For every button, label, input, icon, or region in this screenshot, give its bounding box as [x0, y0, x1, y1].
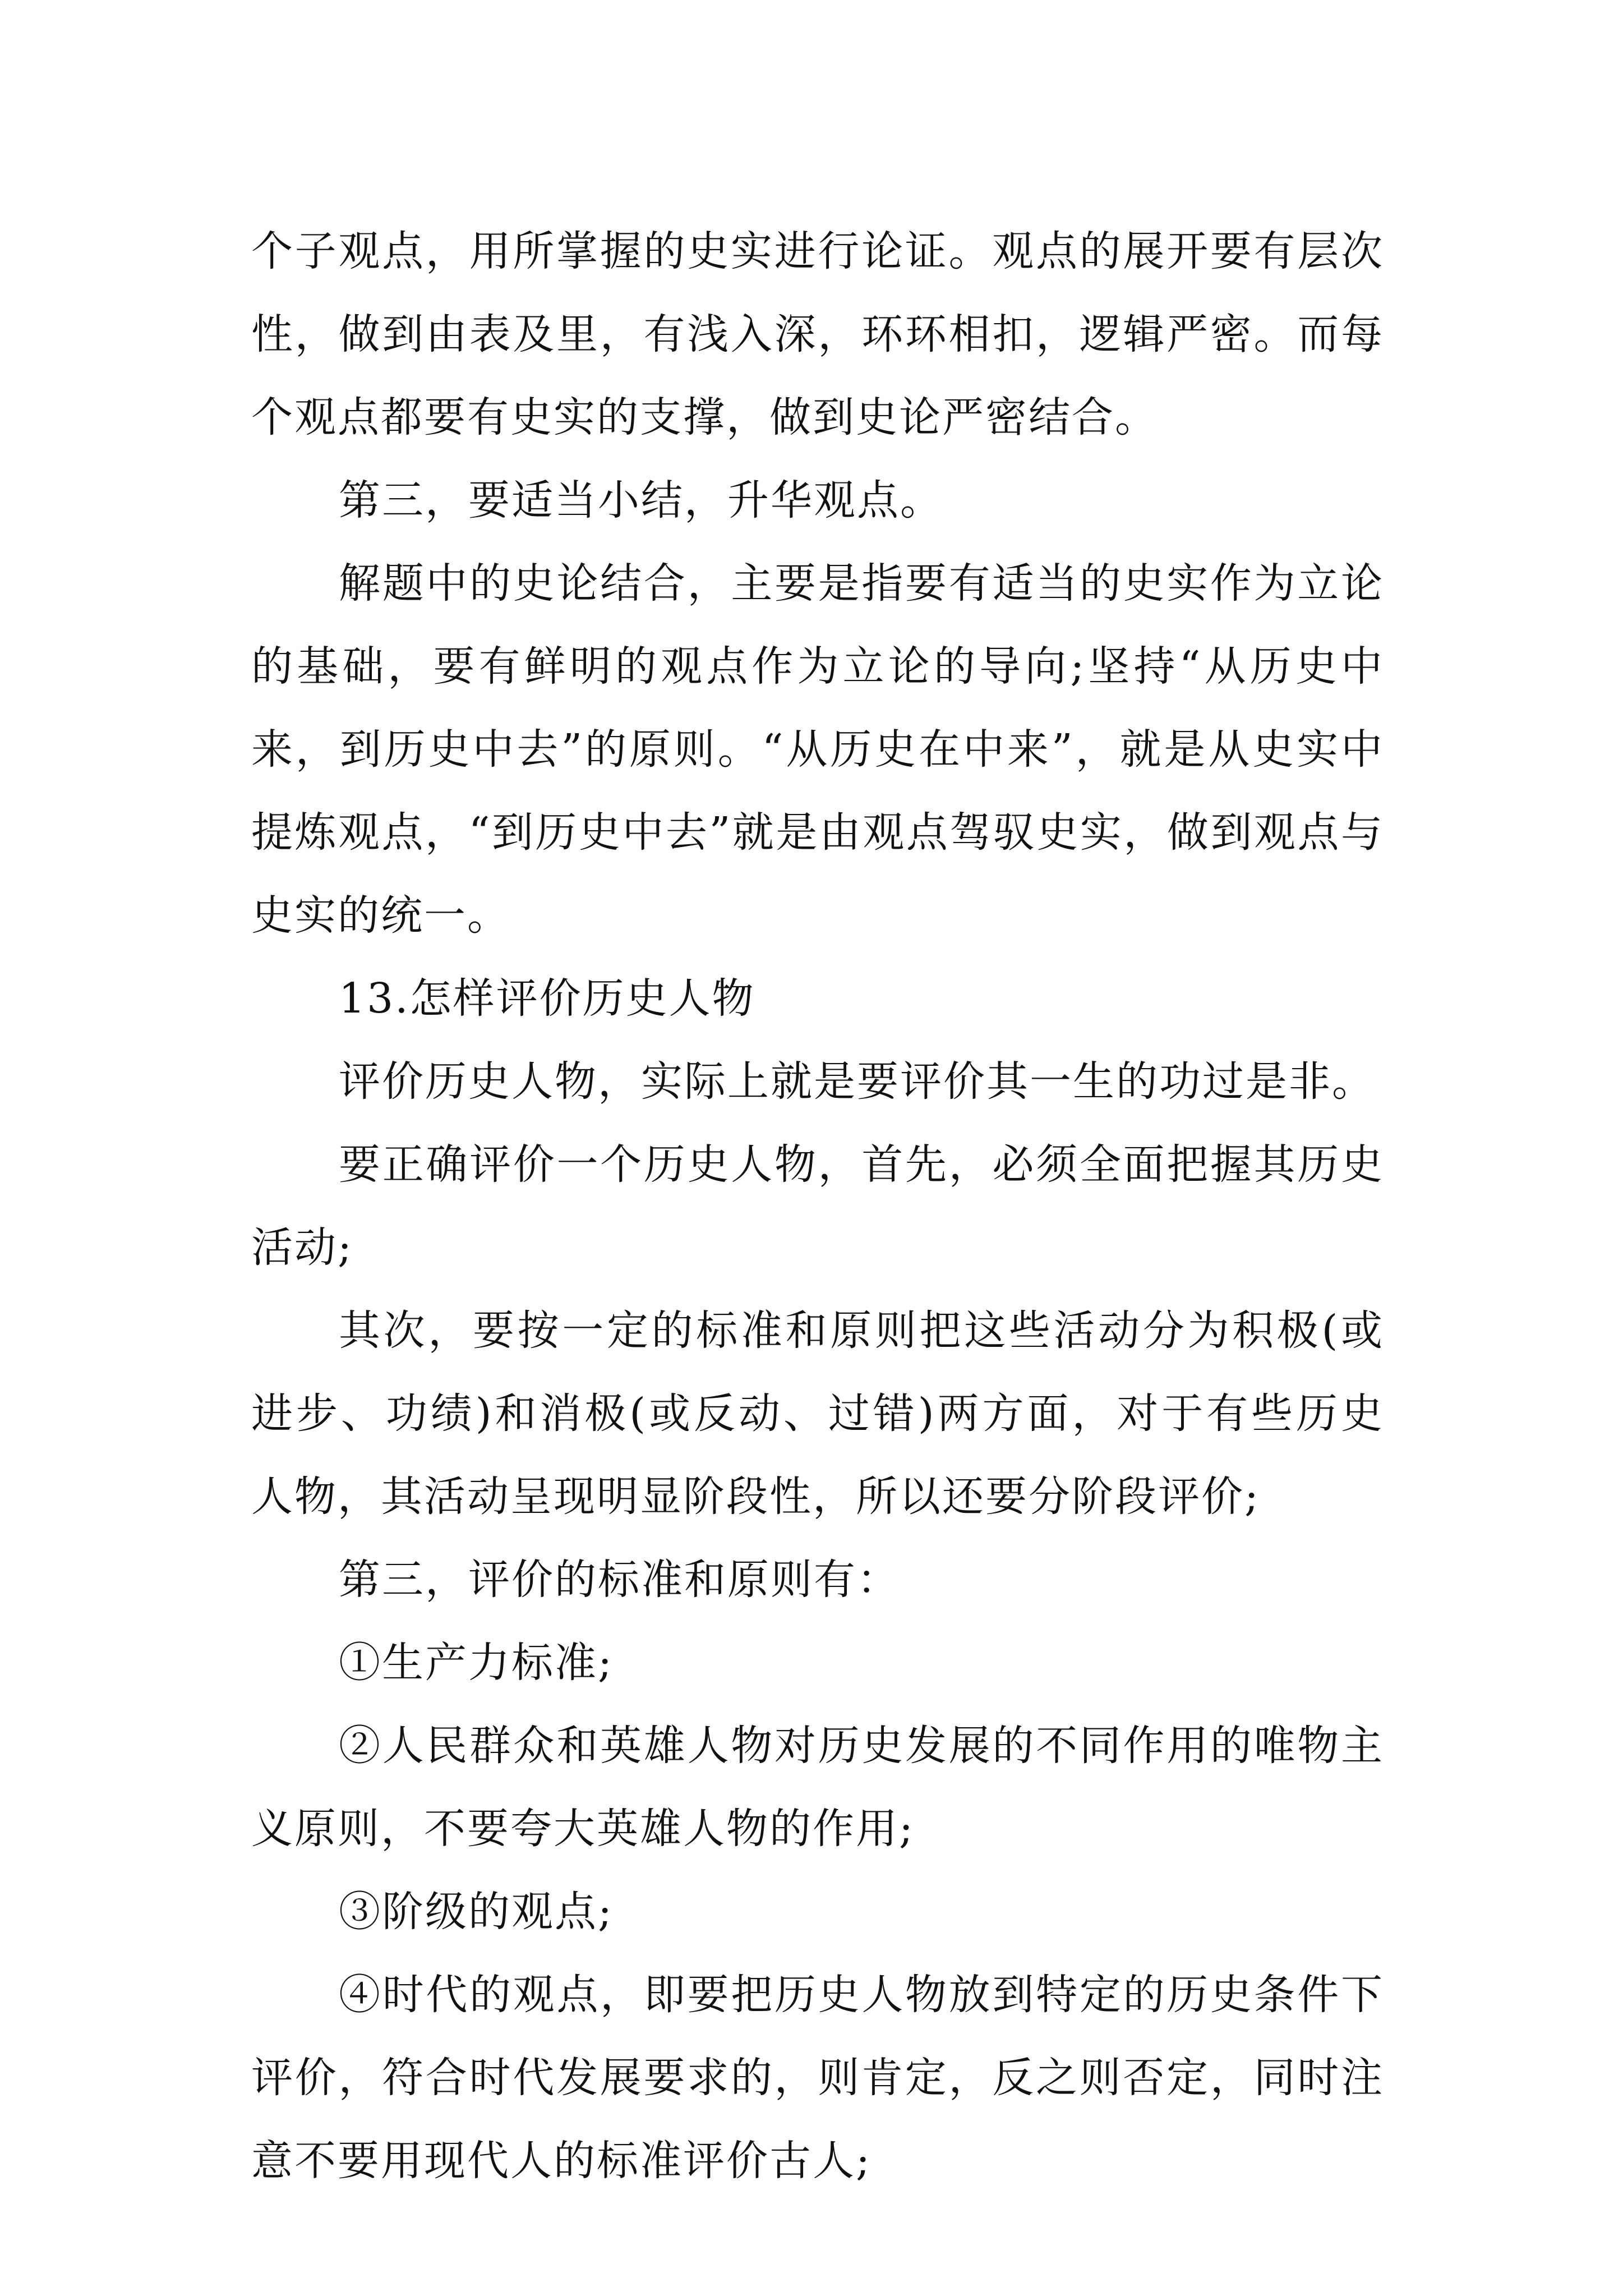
list-item-1: ①生产力标准; [339, 1639, 614, 1687]
paragraph-5: 评价历史人物，实际上就是要评价其一生的功过是非。 [339, 1057, 1375, 1106]
list-item-2: ②人民群众和英雄人物对历史发展的不同作用的唯物主义原则，不要夸大英雄人物的作用; [251, 1722, 1384, 1853]
section-heading: 13.怎样评价历史人物 [339, 974, 755, 1023]
paragraph-2: 第三，要适当小结，升华观点。 [339, 476, 943, 524]
paragraph-8: 第三，评价的标准和原则有： [339, 1556, 900, 1604]
paragraph-7: 其次，要按一定的标准和原则把这些活动分为积极(或进步、功绩)和消极(或反动、过错)两方面，对于有些历史人物，其活动呈现明显阶段性，所以还要分阶段评价; [251, 1306, 1384, 1521]
paragraph-6: 要正确评价一个历史人物，首先，必须全面把握其历史活动; [251, 1140, 1384, 1272]
list-item-4: ④时代的观点，即要把历史人物放到特定的历史条件下评价，符合时代发展要求的，则肯定，反之则否定，同时注意不要用现代人的标准评价古人; [251, 1971, 1384, 2185]
paragraph-3: 解题中的史论结合，主要是指要有适当的史实作为立论的基础，要有鲜明的观点作为立论的导向;坚持“从历史中来，到历史中去”的原则。“从历史在中来”，就是从史实中提炼观点，“到历史中去”就是由观点驾驭史实，做到观点与史实的统一。 [251, 559, 1384, 940]
list-item-3: ③阶级的观点; [339, 1888, 614, 1936]
body-text [251, 210, 1384, 2202]
paragraph-1: 个子观点，用所掌握的史实进行论证。观点的展开要有层次性，做到由表及里，有浅入深，环环相扣，逻辑严密。而每个观点都要有史实的支撑，做到史论严密结合。 [251, 227, 1384, 441]
